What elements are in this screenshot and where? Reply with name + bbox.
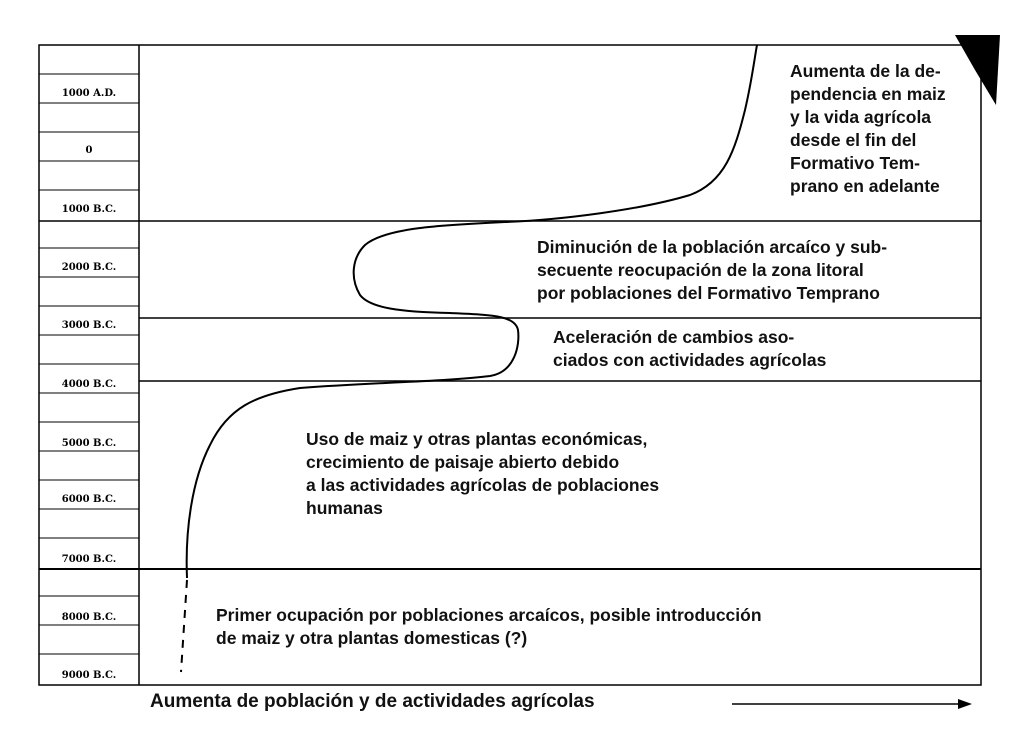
- zone-label-5: Primer ocupación por poblaciones arcaícos, posible introducción de maiz y otra plantas domesticas (?): [216, 605, 762, 648]
- zone-label-2: Diminución de la población arcaíco y sub- secuente reocupación de la zona litoral por poblaciones del Formativo Temprano: [537, 237, 888, 303]
- scale-label-6000bc: 6000 B.C.: [61, 494, 117, 505]
- scale-label-5000bc: 5000 B.C.: [61, 438, 117, 449]
- corner-marker: [955, 35, 1000, 105]
- scale-label-3000bc: 3000 B.C.: [61, 320, 117, 331]
- scale-label-1000ad: 1000 A.D.: [61, 88, 117, 99]
- scale-label-0: 0: [85, 145, 93, 156]
- zone-label-3: Aceleración de cambios aso- ciados con actividades agrícolas: [553, 327, 827, 370]
- x-axis-caption: Aumenta de población y de actividades agrícolas: [150, 691, 595, 712]
- scale-label-7000bc: 7000 B.C.: [61, 554, 117, 565]
- scale-label-9000bc: 9000 B.C.: [61, 670, 117, 681]
- scale-label-2000bc: 2000 B.C.: [61, 262, 117, 273]
- zone-label-4: Uso de maiz y otras plantas económicas, crecimiento de paisaje abierto debido a las actividades agrícolas de poblaciones humanas: [306, 429, 660, 518]
- scale-ticks: [39, 74, 139, 654]
- scale-label-1000bc: 1000 B.C.: [61, 204, 117, 215]
- zone-label-1: Aumenta de la de- pendencia en maiz y la vida agrícola desde el fin del Formativo Tem- prano en adelante: [790, 61, 946, 196]
- scale-label-4000bc: 4000 B.C.: [61, 379, 117, 390]
- curve-dashed-tail: [181, 580, 187, 672]
- caption-arrow-head: [958, 699, 972, 709]
- scale-label-8000bc: 8000 B.C.: [61, 612, 117, 623]
